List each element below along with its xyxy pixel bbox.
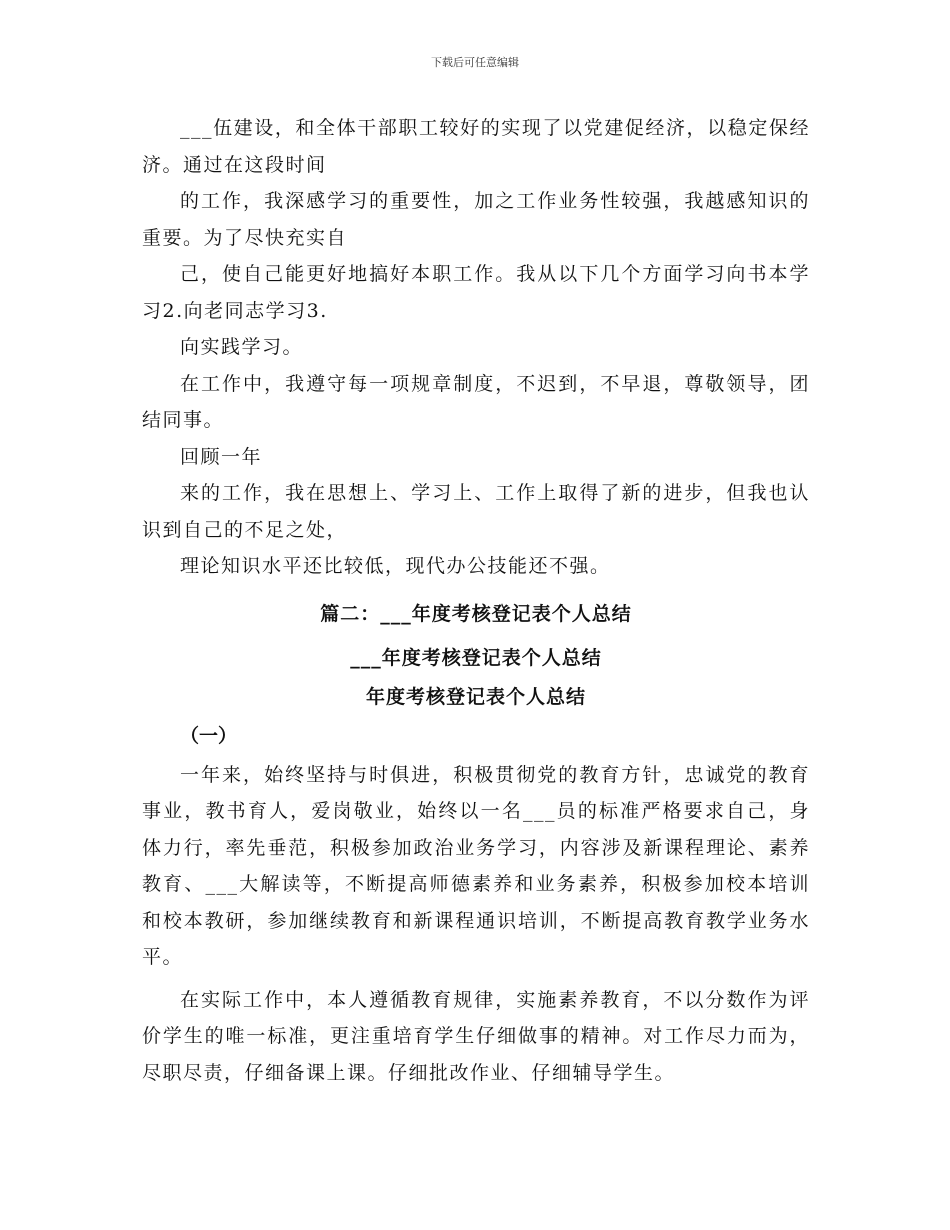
paragraph: 在实际工作中，本人遵循教育规律，实施素养教育，不以分数作为评价学生的唯一标准，更注重培育学生仔细做事的精神。对工作尽力而为，尽职尽责，仔细备课上课。仔细批改作业、仔细辅导学生。 [142,988,810,1084]
paragraph: 己，使自己能更好地搞好本职工作。我从以下几个方面学习向书本学习2.向老同志学习3. [142,263,810,322]
paragraph: 在工作中，我遵守每一项规章制度，不迟到，不早退，尊敬领导，团结同事。 [142,372,810,431]
document-body [142,110,810,1091]
paragraph: 回顾一年 [180,445,263,468]
document-subtitle: 年度考核登记表个人总结 [365,685,586,708]
section-heading: 篇二：___年度考核登记表个人总结 [320,602,632,625]
section-label: （一） [180,724,238,747]
paragraph: 来的工作，我在思想上、学习上、工作上取得了新的进步，但我也认识到自己的不足之处， [142,482,810,541]
paragraph: 的工作，我深感学习的重要性，加之工作业务性较强，我越感知识的重要。为了尽快充实自 [142,190,810,249]
paragraph: ___伍建设，和全体干部职工较好的实现了以党建促经济，以稳定保经济。通过在这段时间 [142,117,810,176]
paragraph: 向实践学习。 [180,336,304,358]
paragraph: 一年来，始终坚持与时俱进，积极贯彻党的教育方针，忠诚党的教育事业，教书育人，爱岗敬业，始终以一名___员的标准严格要求自己，身体力行，率先垂范，积极参加政治业务学习，内容涉及新课程理论、素养教育、___大解读等，不断提高师德素养和业务素养，积极参加校本培训和校本教研，参加继续教育和新课程通识培训，不断提高教育教学业务水平。 [142,763,810,968]
page-header: 下载后可任意编辑 [431,56,519,69]
document-title: ___年度考核登记表个人总结 [350,646,602,669]
paragraph: 理论知识水平还比较低，现代办公技能还不强。 [180,555,611,577]
